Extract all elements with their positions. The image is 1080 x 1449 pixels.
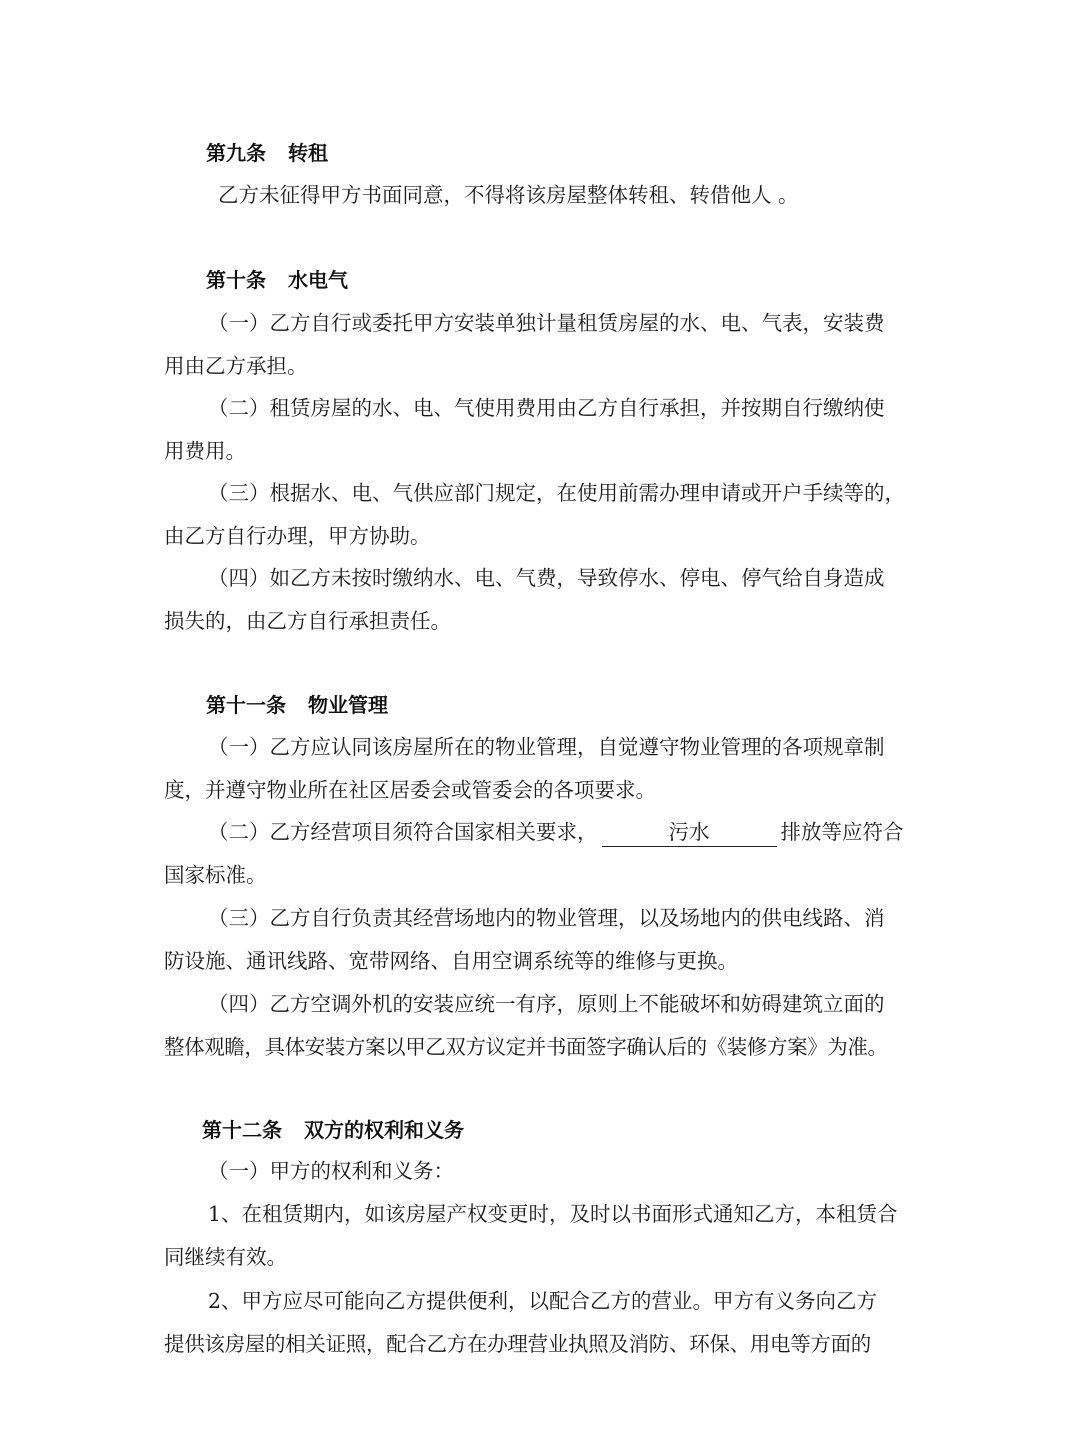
article-11-title: 物业管理 bbox=[308, 693, 388, 717]
clause-line: 由乙方自行办理，甲方协助。 bbox=[164, 524, 431, 548]
article-10-clause-2 bbox=[164, 387, 885, 473]
clause-line: （三）乙方自行负责其经营场地内的物业管理，以及场地内的供电线路、消 bbox=[208, 906, 885, 930]
clause-line: 同继续有效。 bbox=[164, 1245, 287, 1269]
article-10-clause-3 bbox=[164, 472, 905, 558]
article-10-heading bbox=[206, 266, 348, 294]
clause-line bbox=[164, 811, 904, 854]
article-12-number: 第十二条 bbox=[202, 1118, 282, 1142]
article-11-clause-2 bbox=[164, 811, 904, 897]
article-11-number: 第十一条 bbox=[206, 693, 286, 717]
clause-line: （一）乙方应认同该房屋所在的物业管理，自觉遵守物业管理的各项规章制 bbox=[208, 735, 885, 759]
clause-line: 1、在租赁期内，如该房屋产权变更时，及时以书面形式通知乙方，本租赁合 bbox=[208, 1202, 898, 1226]
article-9-heading bbox=[206, 139, 328, 167]
clause-line: （一）甲方的权利和义务： bbox=[208, 1159, 454, 1183]
clause-text: 排放等应符合 bbox=[780, 820, 904, 844]
article-12-title: 双方的权利和义务 bbox=[304, 1118, 464, 1142]
clause-line: （一）乙方自行或委托甲方安装单独计量租赁房屋的水、电、气表，安装费 bbox=[208, 311, 885, 335]
clause-text: （二）乙方经营项目须符合国家相关要求， bbox=[208, 820, 598, 844]
article-11-clause-4 bbox=[164, 983, 888, 1069]
clause-line: （四）如乙方未按时缴纳水、电、气费，导致停水、停电、停气给自身造成 bbox=[208, 566, 885, 590]
article-11-heading bbox=[206, 691, 388, 719]
article-10-number: 第十条 bbox=[206, 268, 266, 292]
clause-line: 整体观瞻，具体安装方案以甲乙双方议定并书面签字确认后的《装修方案》为准。 bbox=[164, 1035, 888, 1059]
article-12-heading bbox=[202, 1116, 464, 1144]
article-10-clause-1 bbox=[164, 302, 885, 388]
clause-line: （二）租赁房屋的水、电、气使用费用由乙方自行承担，并按期自行缴纳使 bbox=[208, 396, 885, 420]
article-10-title: 水电气 bbox=[288, 268, 348, 292]
article-12-item-2 bbox=[164, 1280, 877, 1366]
article-9-number: 第九条 bbox=[206, 141, 266, 165]
article-9-text bbox=[218, 174, 799, 217]
article-9-title: 转租 bbox=[288, 141, 328, 165]
article-12-subheading bbox=[164, 1150, 454, 1193]
clause-line: 用由乙方承担。 bbox=[164, 354, 308, 378]
clause-line: 防设施、通讯线路、宽带网络、自用空调系统等的维修与更换。 bbox=[164, 949, 738, 973]
article-10-clause-4 bbox=[164, 557, 885, 643]
fill-in-blank: 污水 bbox=[602, 818, 777, 847]
article-11-clause-3 bbox=[164, 897, 885, 983]
clause-line: 度，并遵守物业所在社区居委会或管委会的各项要求。 bbox=[164, 778, 656, 802]
clause-line: 损失的，由乙方自行承担责任。 bbox=[164, 609, 451, 633]
clause-line: （四）乙方空调外机的安装应统一有序，原则上不能破坏和妨碍建筑立面的 bbox=[208, 992, 885, 1016]
clause-line: 国家标准。 bbox=[164, 863, 267, 887]
clause-line: （三）根据水、电、气供应部门规定，在使用前需办理申请或开户手续等的， bbox=[208, 481, 905, 505]
clause-line: 用费用。 bbox=[164, 439, 246, 463]
clause-line: 提供该房屋的相关证照，配合乙方在办理营业执照及消防、环保、用电等方面的 bbox=[164, 1332, 871, 1356]
article-9-line: 乙方未征得甲方书面同意，不得将该房屋整体转租、转借他人 。 bbox=[218, 183, 799, 207]
article-12-item-1 bbox=[164, 1193, 898, 1279]
article-11-clause-1 bbox=[164, 726, 885, 812]
clause-line: 2、甲方应尽可能向乙方提供便利，以配合乙方的营业。甲方有义务向乙方 bbox=[208, 1289, 878, 1313]
